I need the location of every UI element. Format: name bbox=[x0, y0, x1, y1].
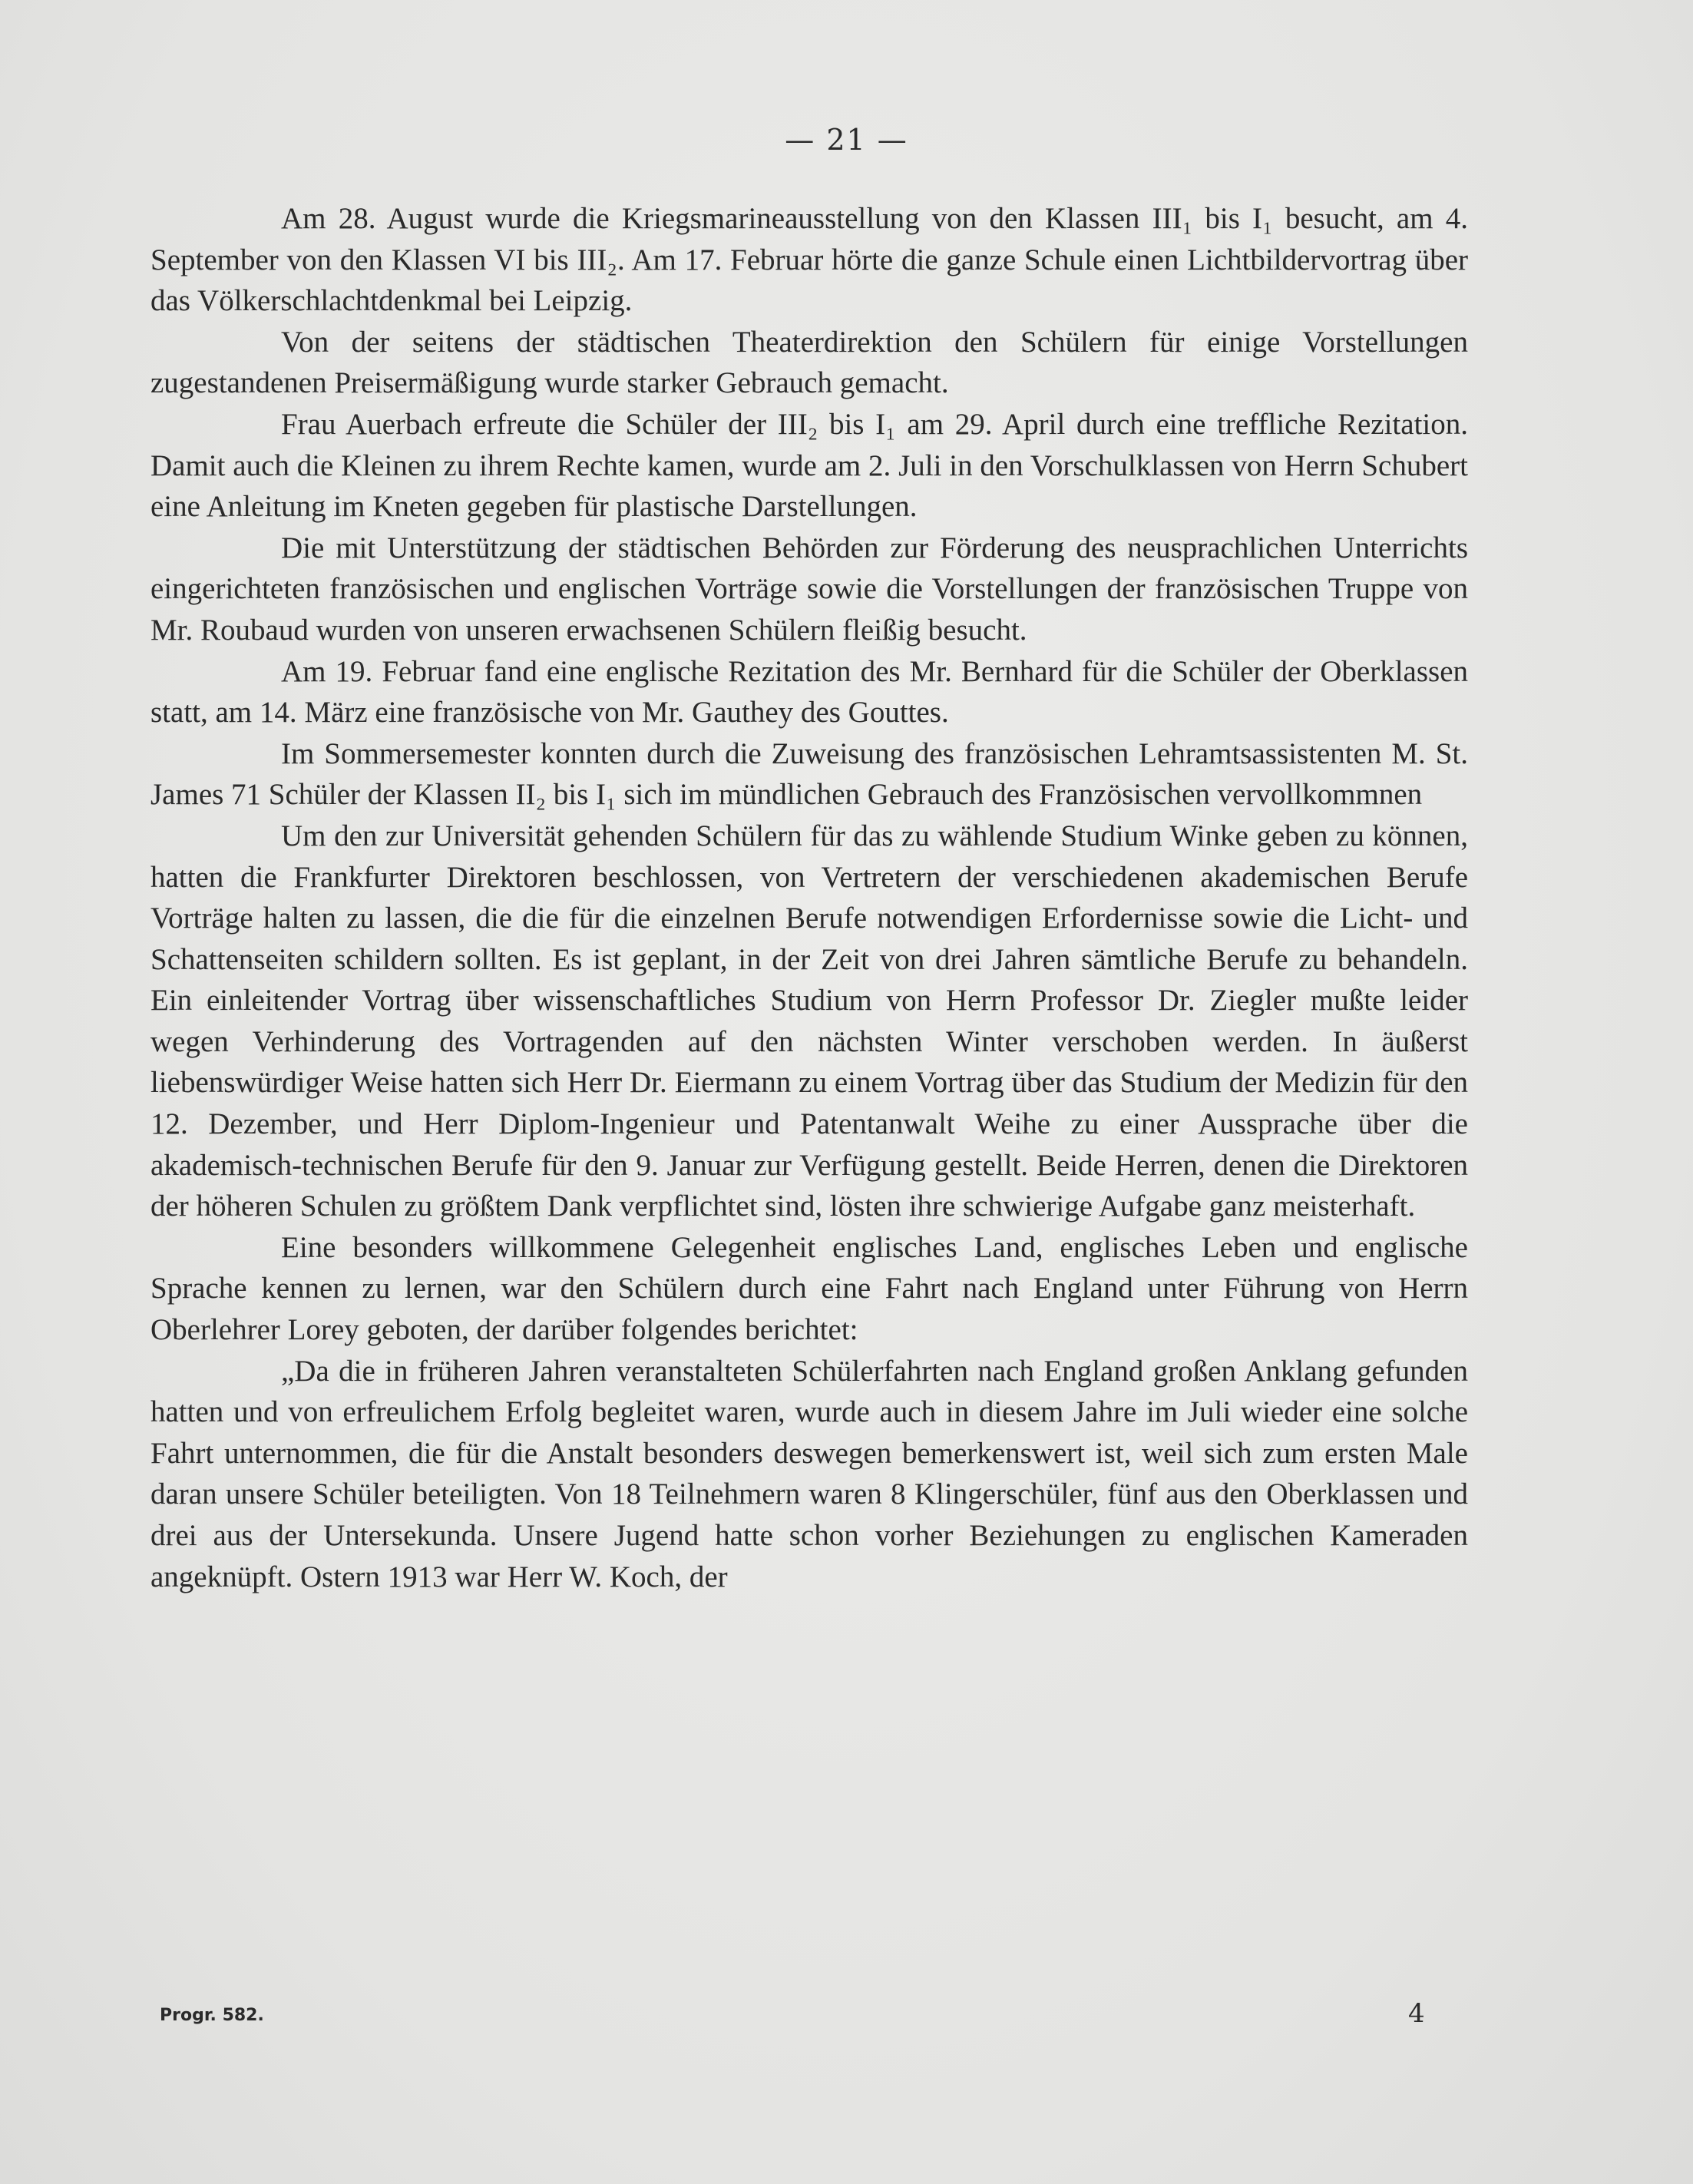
paragraph-recitation: Frau Auerbach erfreute die Schüler der III₂ bis I₁ am 29. April durch eine treffliche Rezitation. Damit auch die Kleinen zu ihrem Rechte kamen, wurde am 2. Juli in den Vorschulklassen von Herrn Schubert eine Anleitung im Kneten gegeben für plastische Darstellungen. bbox=[150, 407, 1468, 524]
paragraph-foreign-lectures: Die mit Unterstützung der städtischen Behörden zur Förderung des neusprachlichen Unterrichts eingerichteten französischen und englischen Vorträge sowie die Vorstellungen der französischen Truppe von Mr. Roubaud wurden von unseren erwachsenen Schülern fleißig besucht. bbox=[150, 531, 1468, 647]
body-text bbox=[150, 198, 1468, 1597]
page-number: — 21 — bbox=[785, 123, 908, 157]
paragraph-england-trip: Eine besonders willkommene Gelegenheit englisches Land, englisches Leben und englische Sprache kennen zu lernen, war den Schülern durch eine Fahrt nach England unter Führung von Herrn Oberlehrer Lorey geboten, der darüber folgendes berichtet: bbox=[150, 1230, 1468, 1347]
paragraph-english-recitation: Am 19. Februar fand eine englische Rezitation des Mr. Bernhard für die Schüler der Oberklassen statt, am 14. März eine französische von Mr. Gauthey des Gouttes. bbox=[150, 654, 1468, 730]
paragraph-university-lectures: Um den zur Universität gehenden Schülern für das zu wählende Studium Winke geben zu können, hatten die Frankfurter Direktoren beschlossen, von Vertretern der verschiedenen akademischen Berufe Vorträge halten zu lassen, die die für die einzelnen Berufe notwendigen Erfordernisse sowie die Licht- und Schattenseiten schildern sollten. Es ist geplant, in der Zeit von drei Jahren sämtliche Berufe zu behandeln. Ein einleitender Vortrag über wissenschaftliches Studium von Herrn Professor Dr. Ziegler mußte leider wegen Verhinderung des Vortragenden auf den nächsten Winter verschoben werden. In äußerst liebenswürdiger Weise hatten sich Herr Dr. Eiermann zu einem Vortrag über das Studium der Medizin für den 12. Dezember, und Herr Diplom-Ingenieur und Patentanwalt Weihe zu einer Aussprache über die akademisch-technischen Berufe für den 9. Januar zur Verfügung gestellt. Beide Herren, denen die Direktoren der höheren Schulen zu größtem Dank verpflichtet sind, lösten ihre schwierige Aufgabe ganz meisterhaft. bbox=[150, 819, 1468, 1223]
footer-sheet-number: 4 bbox=[1408, 1998, 1425, 2029]
paragraph-french-assistant: Im Sommersemester konnten durch die Zuweisung des französischen Lehramtsassistenten M. St. James 71 Schüler der Klassen II₂ bis I₁ sich im mündlichen Gebrauch des Französischen vervollkommnen bbox=[150, 736, 1468, 812]
paragraph-trip-report: „Da die in früheren Jahren veranstalteten Schülerfahrten nach England großen Anklang gefunden hatten und von erfreulichem Erfolg begleitet waren, wurde auch in diesem Jahre im Juli wieder eine solche Fahrt unternommen, die für die Anstalt besonders deswegen bemerkenswert ist, weil sich zum ersten Male daran unsere Schüler beteiligten. Von 18 Teilnehmern waren 8 Klingerschüler, fünf aus den Oberklassen und drei aus der Untersekunda. Unsere Jugend hatte schon vorher Beziehungen zu englischen Kameraden angeknüpft. Ostern 1913 war Herr W. Koch, der bbox=[150, 1354, 1468, 1593]
footer-signature: Progr. 582. bbox=[160, 2006, 264, 2025]
paragraph-theater: Von der seitens der städtischen Theaterdirektion den Schülern für einige Vorstellungen zugestandenen Preisermäßigung wurde starker Gebrauch gemacht. bbox=[150, 325, 1468, 400]
paragraph-excursions: Am 28. August wurde die Kriegsmarineausstellung von den Klassen III₁ bis I₁ besucht, am 4. September von den Klassen VI bis III₂. Am 17. Februar hörte die ganze Schule einen Lichtbildervortrag über das Völkerschlachtdenkmal bei Leipzig. bbox=[150, 202, 1468, 318]
